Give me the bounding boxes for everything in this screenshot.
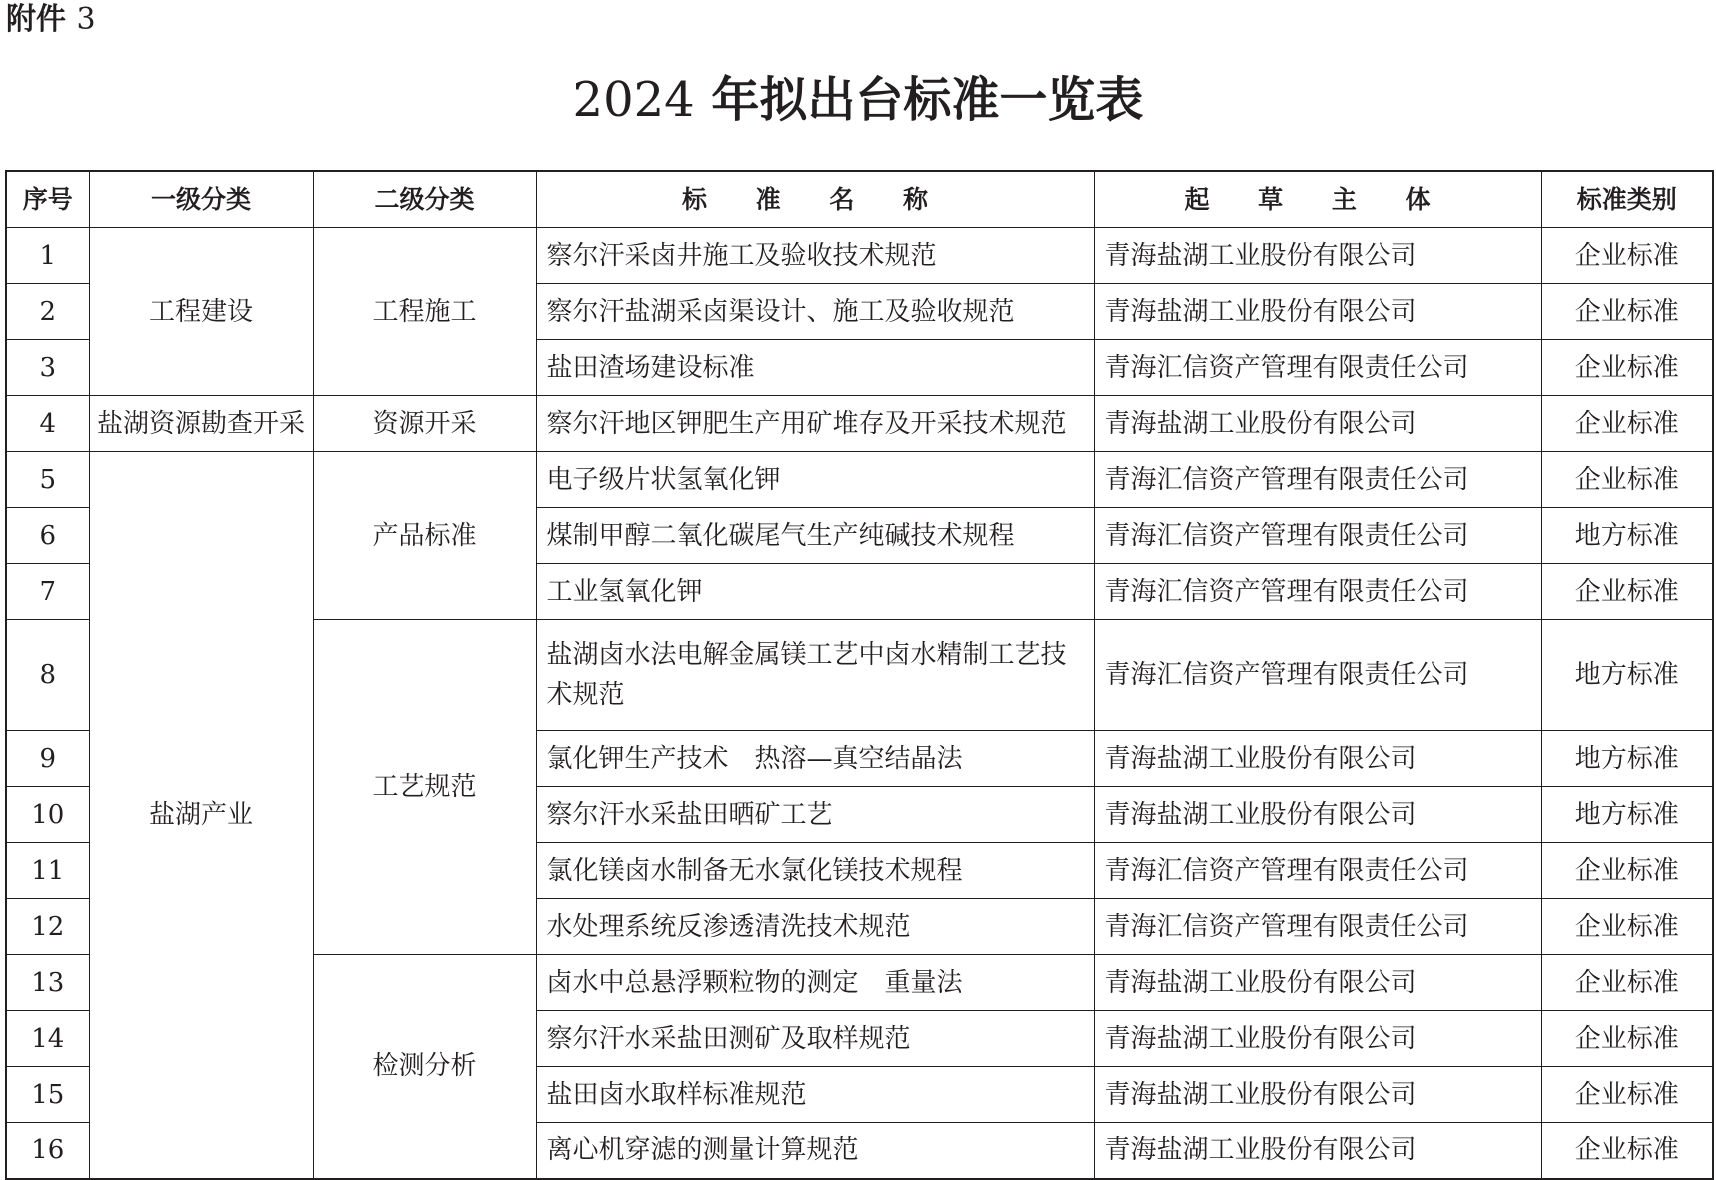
- drafting-org: 青海盐湖工业股份有限公司: [1094, 731, 1541, 787]
- row-number: 4: [6, 396, 89, 452]
- drafting-org: 青海盐湖工业股份有限公司: [1094, 396, 1541, 452]
- row-number: 10: [6, 787, 89, 843]
- standard-type: 地方标准: [1541, 787, 1713, 843]
- standard-name: 煤制甲醇二氧化碳尾气生产纯碱技术规程: [536, 508, 1094, 564]
- attachment-label: [6, 0, 96, 40]
- standard-type: 企业标准: [1541, 955, 1713, 1011]
- standard-type: 地方标准: [1541, 731, 1713, 787]
- standard-type: 企业标准: [1541, 564, 1713, 620]
- table-header: [6, 171, 1713, 228]
- standard-name: 察尔汗水采盐田晒矿工艺: [536, 787, 1094, 843]
- drafting-org: 青海盐湖工业股份有限公司: [1094, 955, 1541, 1011]
- row-number: 15: [6, 1067, 89, 1123]
- standard-type: 企业标准: [1541, 452, 1713, 508]
- standard-type: 企业标准: [1541, 340, 1713, 396]
- standards-table: [5, 170, 1714, 1180]
- standard-name: 水处理系统反渗透清洗技术规范: [536, 899, 1094, 955]
- drafting-org: 青海汇信资产管理有限责任公司: [1094, 620, 1541, 731]
- page-title: [0, 68, 1716, 132]
- standard-type: 企业标准: [1541, 1011, 1713, 1067]
- drafting-org: 青海汇信资产管理有限责任公司: [1094, 452, 1541, 508]
- drafting-org: 青海盐湖工业股份有限公司: [1094, 1067, 1541, 1123]
- row-number: 14: [6, 1011, 89, 1067]
- drafting-org: 青海汇信资产管理有限责任公司: [1094, 843, 1541, 899]
- standard-type: 企业标准: [1541, 228, 1713, 284]
- standard-name: 盐田渣场建设标准: [536, 340, 1094, 396]
- level2-category: 产品标准: [313, 452, 536, 620]
- standard-name: 察尔汗地区钾肥生产用矿堆存及开采技术规范: [536, 396, 1094, 452]
- drafting-org: 青海汇信资产管理有限责任公司: [1094, 508, 1541, 564]
- standard-name: 离心机穿滤的测量计算规范: [536, 1123, 1094, 1179]
- standard-type: 企业标准: [1541, 843, 1713, 899]
- table-row: [6, 452, 1713, 508]
- standard-name: 电子级片状氢氧化钾: [536, 452, 1094, 508]
- standard-name: 盐湖卤水法电解金属镁工艺中卤水精制工艺技术规范: [536, 620, 1094, 731]
- level2-category: 检测分析: [313, 955, 536, 1179]
- header-level2: 二级分类: [313, 171, 536, 228]
- attachment-label-text: 附件: [6, 2, 66, 37]
- page-title-text: 年拟出台标准一览表: [711, 72, 1144, 128]
- standard-type: 地方标准: [1541, 620, 1713, 731]
- drafting-org: 青海盐湖工业股份有限公司: [1094, 1123, 1541, 1179]
- standard-name: 盐田卤水取样标准规范: [536, 1067, 1094, 1123]
- header-level1: 一级分类: [89, 171, 313, 228]
- drafting-org: 青海汇信资产管理有限责任公司: [1094, 340, 1541, 396]
- standard-name: 察尔汗采卤井施工及验收技术规范: [536, 228, 1094, 284]
- row-number: 3: [6, 340, 89, 396]
- header-name: 标 准 名 称: [536, 171, 1094, 228]
- standard-name: 工业氢氧化钾: [536, 564, 1094, 620]
- level1-category: 盐湖资源勘查开采: [89, 396, 313, 452]
- standard-name: 察尔汗盐湖采卤渠设计、施工及验收规范: [536, 284, 1094, 340]
- level1-category: 盐湖产业: [89, 452, 313, 1179]
- level2-category: 工程施工: [313, 228, 536, 396]
- drafting-org: 青海盐湖工业股份有限公司: [1094, 1011, 1541, 1067]
- table-row: [6, 228, 1713, 284]
- row-number: 8: [6, 620, 89, 731]
- standard-type: 企业标准: [1541, 1067, 1713, 1123]
- row-number: 2: [6, 284, 89, 340]
- standard-name: 卤水中总悬浮颗粒物的测定 重量法: [536, 955, 1094, 1011]
- drafting-org: 青海盐湖工业股份有限公司: [1094, 228, 1541, 284]
- standard-type: 企业标准: [1541, 284, 1713, 340]
- row-number: 9: [6, 731, 89, 787]
- page-title-year: 2024: [572, 72, 695, 128]
- table-body: [6, 228, 1713, 1179]
- standard-name: 氯化镁卤水制备无水氯化镁技术规程: [536, 843, 1094, 899]
- row-number: 7: [6, 564, 89, 620]
- level2-category: 工艺规范: [313, 620, 536, 955]
- level1-category: 工程建设: [89, 228, 313, 396]
- row-number: 1: [6, 228, 89, 284]
- standard-type: 企业标准: [1541, 899, 1713, 955]
- row-number: 13: [6, 955, 89, 1011]
- drafting-org: 青海汇信资产管理有限责任公司: [1094, 564, 1541, 620]
- row-number: 5: [6, 452, 89, 508]
- standard-name: 氯化钾生产技术 热溶—真空结晶法: [536, 731, 1094, 787]
- level2-category: 资源开采: [313, 396, 536, 452]
- row-number: 12: [6, 899, 89, 955]
- drafting-org: 青海汇信资产管理有限责任公司: [1094, 899, 1541, 955]
- standard-type: 企业标准: [1541, 396, 1713, 452]
- standard-type: 地方标准: [1541, 508, 1713, 564]
- header-type: 标准类别: [1541, 171, 1713, 228]
- header-no: 序号: [6, 171, 89, 228]
- attachment-number: 3: [76, 2, 96, 37]
- row-number: 16: [6, 1123, 89, 1179]
- header-org: 起 草 主 体: [1094, 171, 1541, 228]
- row-number: 11: [6, 843, 89, 899]
- row-number: 6: [6, 508, 89, 564]
- header-row: [6, 171, 1713, 228]
- drafting-org: 青海盐湖工业股份有限公司: [1094, 787, 1541, 843]
- table-row: [6, 396, 1713, 452]
- standard-name: 察尔汗水采盐田测矿及取样规范: [536, 1011, 1094, 1067]
- standard-type: 企业标准: [1541, 1123, 1713, 1179]
- drafting-org: 青海盐湖工业股份有限公司: [1094, 284, 1541, 340]
